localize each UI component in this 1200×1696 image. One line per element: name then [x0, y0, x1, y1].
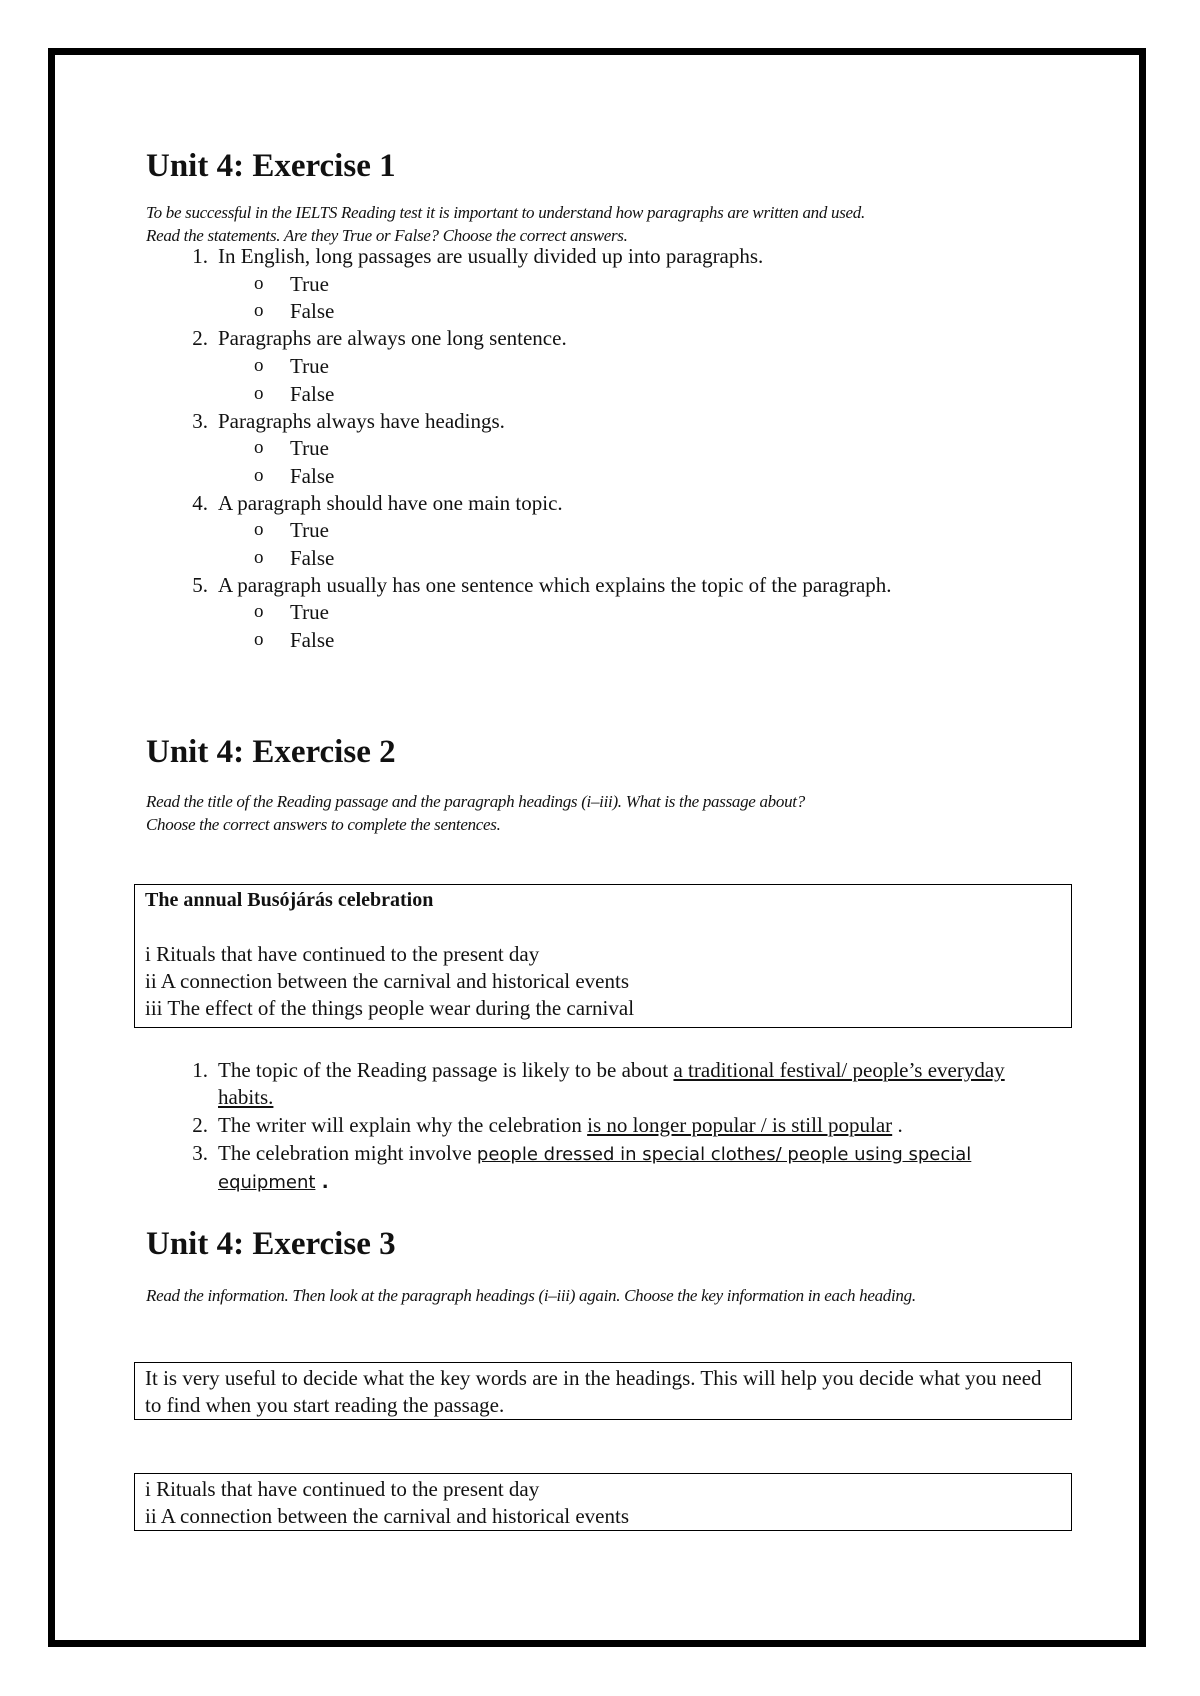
answer-choice-1[interactable]: a traditional festival/ people’s everyday habits. — [218, 1058, 1005, 1109]
exercise-2-instructions: Read the title of the Reading passage and the paragraph headings (i–iii). What is the passage about? Choose the correct answers to complete the sentences. — [146, 792, 805, 834]
info-box — [134, 1362, 1072, 1420]
info-text: It is very useful to decide what the key words are in the headings. This will help you decide what you need to find when you start reading the passage. — [145, 1366, 1042, 1417]
exercise-3-instructions: Read the information. Then look at the paragraph headings (i–iii) again. Choose the key information in each heading. — [146, 1286, 916, 1305]
option-bullet-icon: o — [254, 273, 264, 294]
heading-i: i Rituals that have continued to the present day — [145, 1477, 540, 1501]
option-bullet-icon: o — [254, 629, 264, 650]
exercise-1-instructions: To be successful in the IELTS Reading test it is important to understand how paragraphs are written and used. Read the statements. Are they True or False? Choose the correct answers. — [146, 203, 865, 245]
exercise-2-heading: Unit 4: Exercise 2 — [146, 734, 396, 770]
answer-choice-3[interactable]: people dressed in special clothes/ people using special equipment — [218, 1144, 972, 1193]
exercise-1-heading: Unit 4: Exercise 1 — [146, 148, 396, 184]
exercise-3-heading: Unit 4: Exercise 3 — [146, 1226, 396, 1262]
option-bullet-icon: o — [254, 547, 264, 568]
option-bullet-icon: o — [254, 437, 264, 458]
passage-title: The annual Busójárás celebration — [145, 889, 434, 911]
passage-headings-box — [134, 884, 1072, 1028]
headings-box — [134, 1473, 1072, 1531]
option-bullet-icon: o — [254, 601, 264, 622]
option-bullet-icon: o — [254, 383, 264, 404]
option-bullet-icon: o — [254, 300, 264, 321]
heading-iii: iii The effect of the things people wear during the carnival — [145, 996, 635, 1020]
heading-i: i Rituals that have continued to the present day — [145, 942, 540, 966]
option-bullet-icon: o — [254, 355, 264, 376]
heading-ii: ii A connection between the carnival and historical events — [145, 1504, 630, 1528]
heading-ii: ii A connection between the carnival and historical events — [145, 969, 630, 993]
answer-choice-2[interactable]: is no longer popular / is still popular — [587, 1113, 893, 1137]
option-bullet-icon: o — [254, 519, 264, 540]
option-bullet-icon: o — [254, 465, 264, 486]
